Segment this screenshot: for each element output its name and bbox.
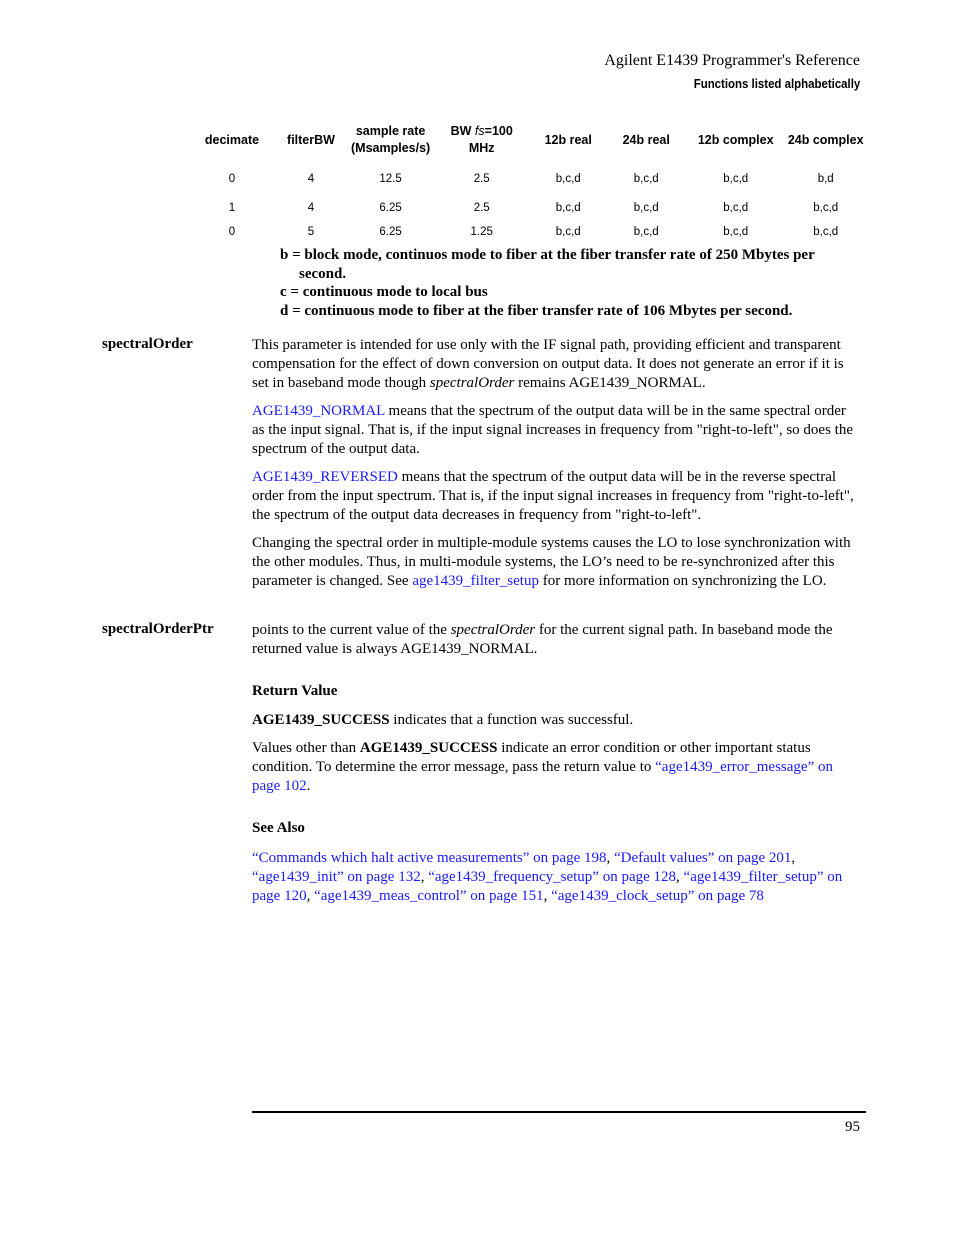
paragraph	[252, 336, 862, 393]
table-cell: b,c,d	[813, 226, 839, 238]
see-also-link[interactable]: “age1439_filter_setup” on page 120	[252, 869, 843, 904]
param-name: spectralOrder	[450, 622, 536, 638]
term-spectral-order: spectralOrder	[102, 336, 193, 352]
table-cell: 1.25	[470, 226, 493, 238]
table-legend	[280, 246, 860, 320]
footer-rule	[252, 1111, 866, 1113]
error-message-link[interactable]: “age1439_error_message” on page 102	[252, 759, 833, 794]
table-cell: b,c,d	[555, 226, 581, 238]
paragraph	[252, 739, 862, 796]
normal-link[interactable]: AGE1439_NORMAL	[252, 403, 385, 419]
spectral-order-description	[252, 336, 862, 600]
return-value-section	[252, 682, 862, 805]
see-also-link[interactable]: “age1439_clock_setup” on page 78	[551, 888, 764, 904]
legend-b: b = block mode, continuos mode to fiber at the fiber transfer rate of 250 Mbytes per	[280, 247, 815, 263]
table-header-row	[193, 118, 869, 162]
text: points to the current value of the	[252, 622, 451, 638]
text: for more information on synchronizing the LO.	[538, 573, 827, 589]
see-also-link[interactable]: “Commands which halt active measurements” on page 198	[252, 850, 607, 866]
table-row	[193, 196, 869, 220]
column-header: filterBW	[287, 132, 335, 147]
table-cell: b,c,d	[633, 226, 659, 238]
separator: ,	[306, 888, 315, 904]
separator: ,	[606, 850, 614, 866]
column-header	[351, 118, 430, 162]
text: This parameter is intended for use only with the IF signal path, providing efficient and transparent compensation for the effect of down conversion on output data. It does not generate an error if it is set in baseband mode though	[252, 337, 844, 391]
table-cell: 0	[228, 173, 236, 185]
table-cell: b,c,d	[813, 202, 839, 214]
table-row	[193, 162, 869, 196]
paragraph	[252, 621, 862, 659]
column-header-line: sample rate	[355, 124, 426, 138]
see-also-links	[252, 849, 862, 906]
see-also-link[interactable]: “age1439_meas_control” on page 151	[314, 888, 544, 904]
page-number: 95	[845, 1119, 860, 1135]
running-header-section: Functions listed alphabetically	[693, 76, 860, 91]
column-header: 24b real	[622, 132, 670, 147]
filter-setup-link[interactable]: age1439_filter_setup	[412, 573, 539, 589]
table-cell: 0	[228, 226, 236, 238]
text: Changing the spectral order in multiple-module systems causes the LO to lose synchronization with the other modules. Thus, in multi-module systems, the LO’s need to be re-synchronized after this parameter is changed. See	[252, 535, 851, 589]
see-also-link[interactable]: “age1439_init” on page 132	[252, 869, 421, 885]
return-value-heading: Return Value	[252, 683, 338, 699]
text: .	[306, 778, 311, 794]
table-cell: b,d	[817, 173, 834, 185]
text: indicates that a function was successful.	[389, 712, 634, 728]
term-spectral-order-ptr: spectralOrderPtr	[102, 621, 214, 637]
legend-c: c = continuous mode to local bus	[280, 284, 488, 300]
table-cell: b,c,d	[633, 173, 659, 185]
reversed-link[interactable]: AGE1439_REVERSED	[252, 469, 398, 485]
table-cell: 1	[228, 202, 236, 214]
column-header: 12b real	[544, 132, 592, 147]
table-cell: b,c,d	[555, 173, 581, 185]
success-code: AGE1439_SUCCESS	[359, 740, 498, 756]
column-header-italic: fs	[474, 124, 485, 138]
column-header: 24b complex	[787, 132, 864, 147]
table-cell: b,c,d	[723, 202, 749, 214]
table-cell: 4	[307, 202, 315, 214]
table-cell: 2.5	[473, 173, 490, 185]
table-cell: 2.5	[473, 202, 490, 214]
text: remains AGE1439_NORMAL.	[514, 375, 706, 391]
table-cell: b,c,d	[723, 173, 749, 185]
text: means that the spectrum of the output data will be in the same spectral order as the input signal. That is, if the input signal increases in frequency from "right-to-left", so does the spectrum of the output data.	[252, 403, 853, 457]
table-cell: 4	[307, 173, 315, 185]
table-cell: 6.25	[379, 226, 402, 238]
separator: ,	[420, 869, 429, 885]
running-header-title: Agilent E1439 Programmer's Reference	[604, 52, 860, 69]
paragraph	[252, 402, 862, 459]
table-row	[193, 220, 869, 244]
paragraph	[252, 534, 862, 591]
legend-b-continued: second.	[299, 265, 347, 282]
table-cell: b,c,d	[633, 202, 659, 214]
spectral-order-ptr-description	[252, 621, 862, 668]
column-header: decimate	[204, 132, 260, 147]
paragraph	[252, 468, 862, 525]
param-name: spectralOrder	[429, 375, 515, 391]
table-cell: 12.5	[379, 173, 402, 185]
table-cell: b,c,d	[555, 202, 581, 214]
table-cell: 5	[307, 226, 315, 238]
legend-d: d = continuous mode to fiber at the fiber transfer rate of 106 Mbytes per second.	[280, 302, 793, 319]
column-header: 12b complex	[697, 132, 774, 147]
separator: ,	[543, 888, 552, 904]
column-header-line: MHz	[468, 141, 495, 155]
separator: ,	[676, 869, 684, 885]
text: indicate an error condition or other important status condition. To determine the error message, pass the return value to	[252, 740, 811, 775]
table-cell: 6.25	[379, 202, 402, 214]
decimation-mode-table	[193, 118, 869, 244]
see-also-link[interactable]: “age1439_frequency_setup” on page 128	[428, 869, 677, 885]
column-header-line: (Msamples/s)	[351, 141, 431, 155]
see-also-section	[252, 819, 862, 915]
see-also-heading: See Also	[252, 820, 305, 836]
column-header-line: =100	[484, 124, 513, 138]
text: means that the spectrum of the output data will be in the reverse spectral order from the input spectrum. That is, if the input signal increases in frequency from "right-to-left", the spectrum of the output data decreases in frequency from "right-to-left".	[252, 469, 854, 523]
text: for the current signal path. In baseband mode the returned value is always AGE1439_NORMAL.	[252, 622, 833, 657]
success-code: AGE1439_SUCCESS	[252, 712, 390, 728]
separator: ,	[791, 850, 796, 866]
paragraph	[252, 711, 862, 730]
see-also-link[interactable]: “Default values” on page 201	[613, 850, 792, 866]
column-header-line: BW	[450, 124, 475, 138]
text: Values other than	[252, 740, 360, 756]
column-header	[430, 118, 533, 162]
table-cell: b,c,d	[723, 226, 749, 238]
